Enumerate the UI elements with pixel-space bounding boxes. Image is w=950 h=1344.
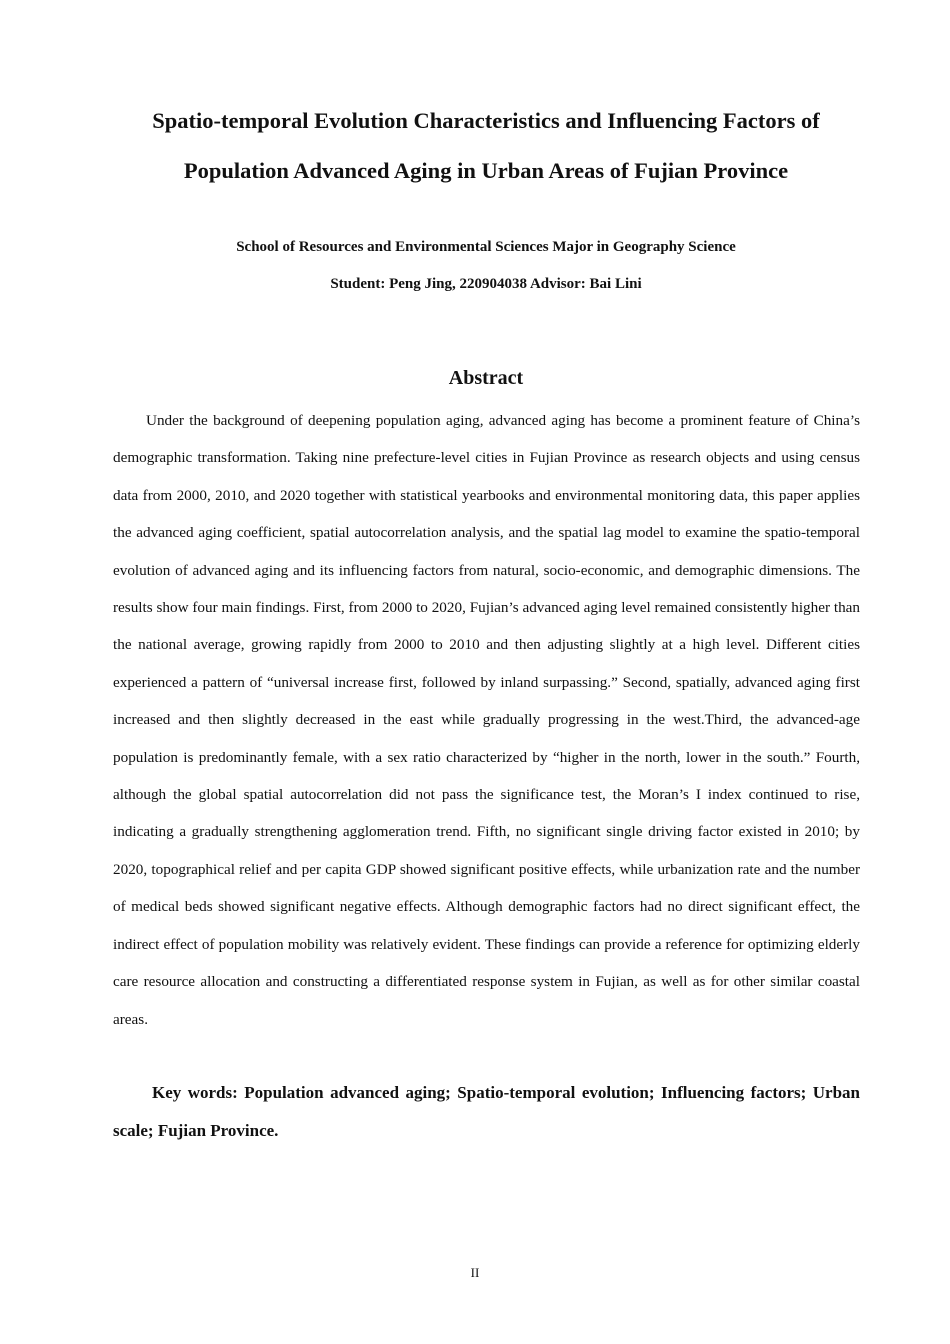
- paper-title: Spatio-temporal Evolution Characteristics and Influencing Factors of Population Advanced Aging in Urban Areas of Fujian Province: [152, 108, 820, 183]
- school-major-line: School of Resources and Environmental Sciences Major in Geography Science: [236, 239, 736, 255]
- abstract-body: Under the background of deepening population aging, advanced aging has become a prominent feature of China’s demographic transformation. Taking nine prefecture-level cities in Fujian Province as research objects and using census data from 2000, 2010, and 2020 together with statistical yearbooks and environmental monitoring data, this paper applies the advanced aging coefficient, spatial autocorrelation analysis, and the spatial lag model to examine the spatio-temporal evolution of advanced aging and its influencing factors from natural, socio-economic, and demographic dimensions. The results show four main findings. First, from 2000 to 2020, Fujian’s advanced aging level remained consistently higher than the national average, growing rapidly from 2000 to 2010 and then adjusting slightly at a high level. Different cities experienced a pattern of “universal increase first, followed by inland surpassing.” Second, spatially, advanced aging first increased and then slightly decreased in the east while gradually progressing in the west.Third, the advanced-age population is predominantly female, with a sex ratio characterized by “higher in the north, lower in the south.” Fourth, although the global spatial autocorrelation did not pass the significance test, the Moran’s I index continued to rise, indicating a gradually strengthening agglomeration trend. Fifth, no significant single driving factor existed in 2010; by 2020, topographical relief and per capita GDP showed significant positive effects, while urbanization rate and the number of medical beds showed significant negative effects. Although demographic factors had no direct significant effect, the indirect effect of population mobility was relatively evident. These findings can provide a reference for optimizing elderly care resource allocation and constructing a differentiated response system in Fujian, as well as for other similar coastal areas.: [113, 412, 860, 1028]
- page-number: II: [470, 1265, 480, 1280]
- keywords: Key words: Population advanced aging; Spatio-temporal evolution; Influencing factors; Urban scale; Fujian Province.: [113, 1083, 860, 1140]
- student-advisor-line: Student: Peng Jing, 220904038 Advisor: Bai Lini: [330, 276, 642, 292]
- abstract-heading: Abstract: [448, 367, 524, 389]
